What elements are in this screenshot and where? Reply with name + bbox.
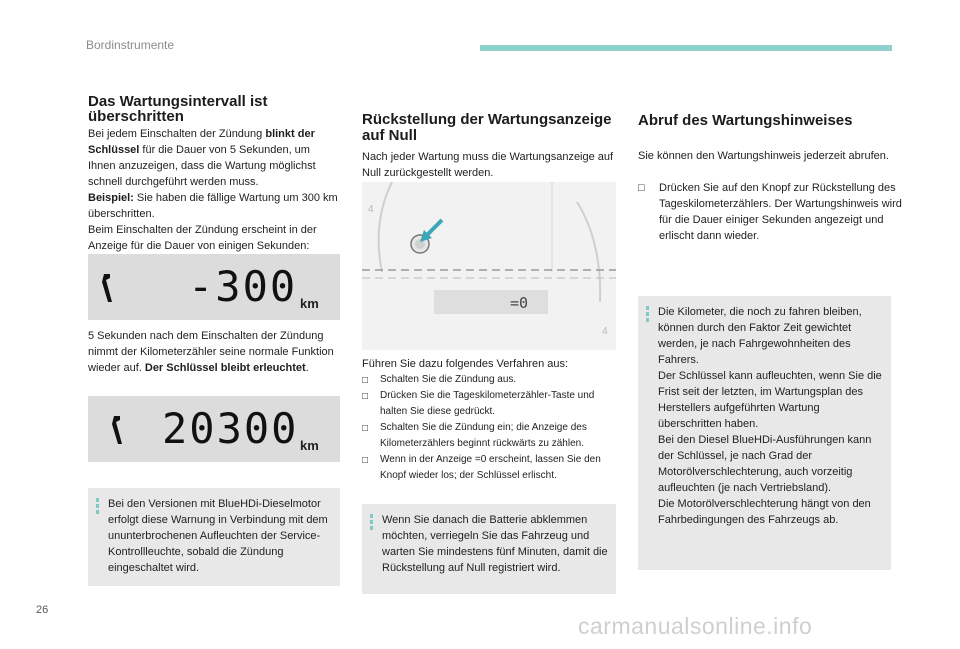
col1-paragraph-1 xyxy=(88,126,340,254)
display-unit-normal: km xyxy=(300,438,319,453)
wrench-icon xyxy=(108,412,132,448)
note-kilometers-text: Die Kilometer, die noch zu fahren bleiben, können durch den Faktor Zeit gewichtet werden, je nach Fahrgewohnheiten des Fahrers. Der Schlüssel kann aufleuchten, wenn Sie die Frist seit der letzten, im Wartungsplan des Herstellers aufgeführten Wartung überschritten haben. Bei den Diesel BlueHDi-Ausführungen kann der Schlüssel, je nach Grad der Motorölverschlechterung, auch vorzeitig aufleuchten (je nach Vertriebsland). Die Motorölverschlechterung hängt von den Fahrbedingungen des Fahrzeugs ab. xyxy=(658,306,882,526)
col1-title: Das Wartungsintervall ist überschritten xyxy=(88,93,268,125)
watermark: carmanualsonline.info xyxy=(578,613,813,639)
procedure-step xyxy=(362,452,618,484)
note-kilometers xyxy=(638,296,891,570)
col1-p3-bold: Der Schlüssel bleibt erleuchtet xyxy=(144,362,306,374)
note-marker-icon xyxy=(96,498,99,516)
checkbox-icon: □ xyxy=(362,391,369,402)
display-panel-normal xyxy=(88,396,340,462)
procedure-step xyxy=(362,420,618,452)
note-battery-text: Wenn Sie danach die Batterie abklemmen möchten, verriegeln Sie das Fahrzeug und warten Sie mindestens fünf Minuten, damit die Rückstellung auf Null registriert wird. xyxy=(382,514,608,574)
col1-p3-text: 5 Sekunden nach dem Einschalten der Zündung nimmt der Kilometerzähler seine normale Funktion wieder auf. xyxy=(88,330,334,374)
note-bluehdi-text: Bei den Versionen mit BlueHDi-Dieselmotor erfolgt diese Warnung in Verbindung mit dem ununterbrochenen Aufleuchten der Service-Kontrollleuchte, sobald die Zündung eingeschaltet wird. xyxy=(108,498,328,574)
col2-intro: Nach jeder Wartung muss die Wartungsanzeige auf Null zurückgestellt werden. xyxy=(362,151,614,179)
checkbox-icon: □ xyxy=(362,423,369,434)
gauge-number-left: 4 xyxy=(368,204,374,215)
display-unit-overdue: km xyxy=(300,296,319,311)
note-marker-icon xyxy=(646,306,649,324)
checkbox-icon: □ xyxy=(362,375,369,386)
section-label: Bordinstrumente xyxy=(86,38,175,52)
col1-p2-text: Beim Einschalten der Zündung erscheint in der Anzeige für die Dauer von einigen Sekunden: xyxy=(88,224,317,252)
wrench-icon xyxy=(98,270,122,306)
checkbox-icon: □ xyxy=(362,455,369,466)
col2-title: Rückstellung der Wartungsanzeige auf Null xyxy=(362,111,612,144)
col1-p1-text-end: für die Dauer von 5 Sekunden, um Ihnen anzuzeigen, dass die Wartung möglichst schnell durchgeführt werden muss. xyxy=(88,144,316,188)
col1-paragraph-2 xyxy=(88,328,340,376)
note-battery xyxy=(362,504,616,594)
procedure-step-text: Schalten Sie die Zündung aus. xyxy=(380,374,517,385)
display-value-normal: 20300 xyxy=(162,404,299,453)
procedure-steps xyxy=(362,372,618,484)
procedure-step xyxy=(362,372,618,388)
section-accent-bar xyxy=(480,45,892,51)
note-bluehdi xyxy=(88,488,340,586)
procedure-step-text: Drücken Sie die Tageskilometerzähler-Taste und halten Sie diese gedrückt. xyxy=(380,390,595,417)
instrument-cluster-illustration xyxy=(362,182,616,350)
col3-intro: Sie können den Wartungshinweis jederzeit abrufen. xyxy=(638,150,889,162)
procedure-step-text: Wenn in der Anzeige =0 erscheint, lassen Sie den Knopf wieder los; der Schlüssel erlischt. xyxy=(380,454,601,481)
checkbox-icon: □ xyxy=(638,182,645,194)
col3-bullet xyxy=(638,180,909,244)
col1-p1-bold: blinkt der Schlüssel xyxy=(88,128,315,156)
procedure-step xyxy=(362,388,618,420)
page-number: 26 xyxy=(36,604,49,616)
example-label: Beispiel: xyxy=(88,192,134,204)
col1-p3-end: . xyxy=(305,362,309,374)
col3-title: Abruf des Wartungshinweises xyxy=(638,112,853,129)
note-marker-icon xyxy=(370,514,373,532)
cluster-drawing xyxy=(362,182,616,350)
procedure-intro: Führen Sie dazu folgendes Verfahren aus: xyxy=(362,358,569,370)
example-text: Sie haben die fällige Wartung um 300 km überschritten. xyxy=(88,192,338,220)
lcd-reset-value: =0 xyxy=(510,294,529,312)
col3-bullet-text: Drücken Sie auf den Knopf zur Rückstellung des Tageskilometerzählers. Der Wartungshinweis wird für die Dauer einiger Sekunden angezeigt und erlischt dann wieder. xyxy=(659,182,902,242)
display-panel-overdue xyxy=(88,254,340,320)
gauge-number-right: 4 xyxy=(602,326,608,337)
display-value-overdue: -300 xyxy=(188,262,298,311)
col1-p1-text: Bei jedem Einschalten der Zündung xyxy=(88,128,266,140)
procedure-step-text: Schalten Sie die Zündung ein; die Anzeige des Kilometerzählers beginnt rückwärts zu zählen. xyxy=(380,422,587,449)
